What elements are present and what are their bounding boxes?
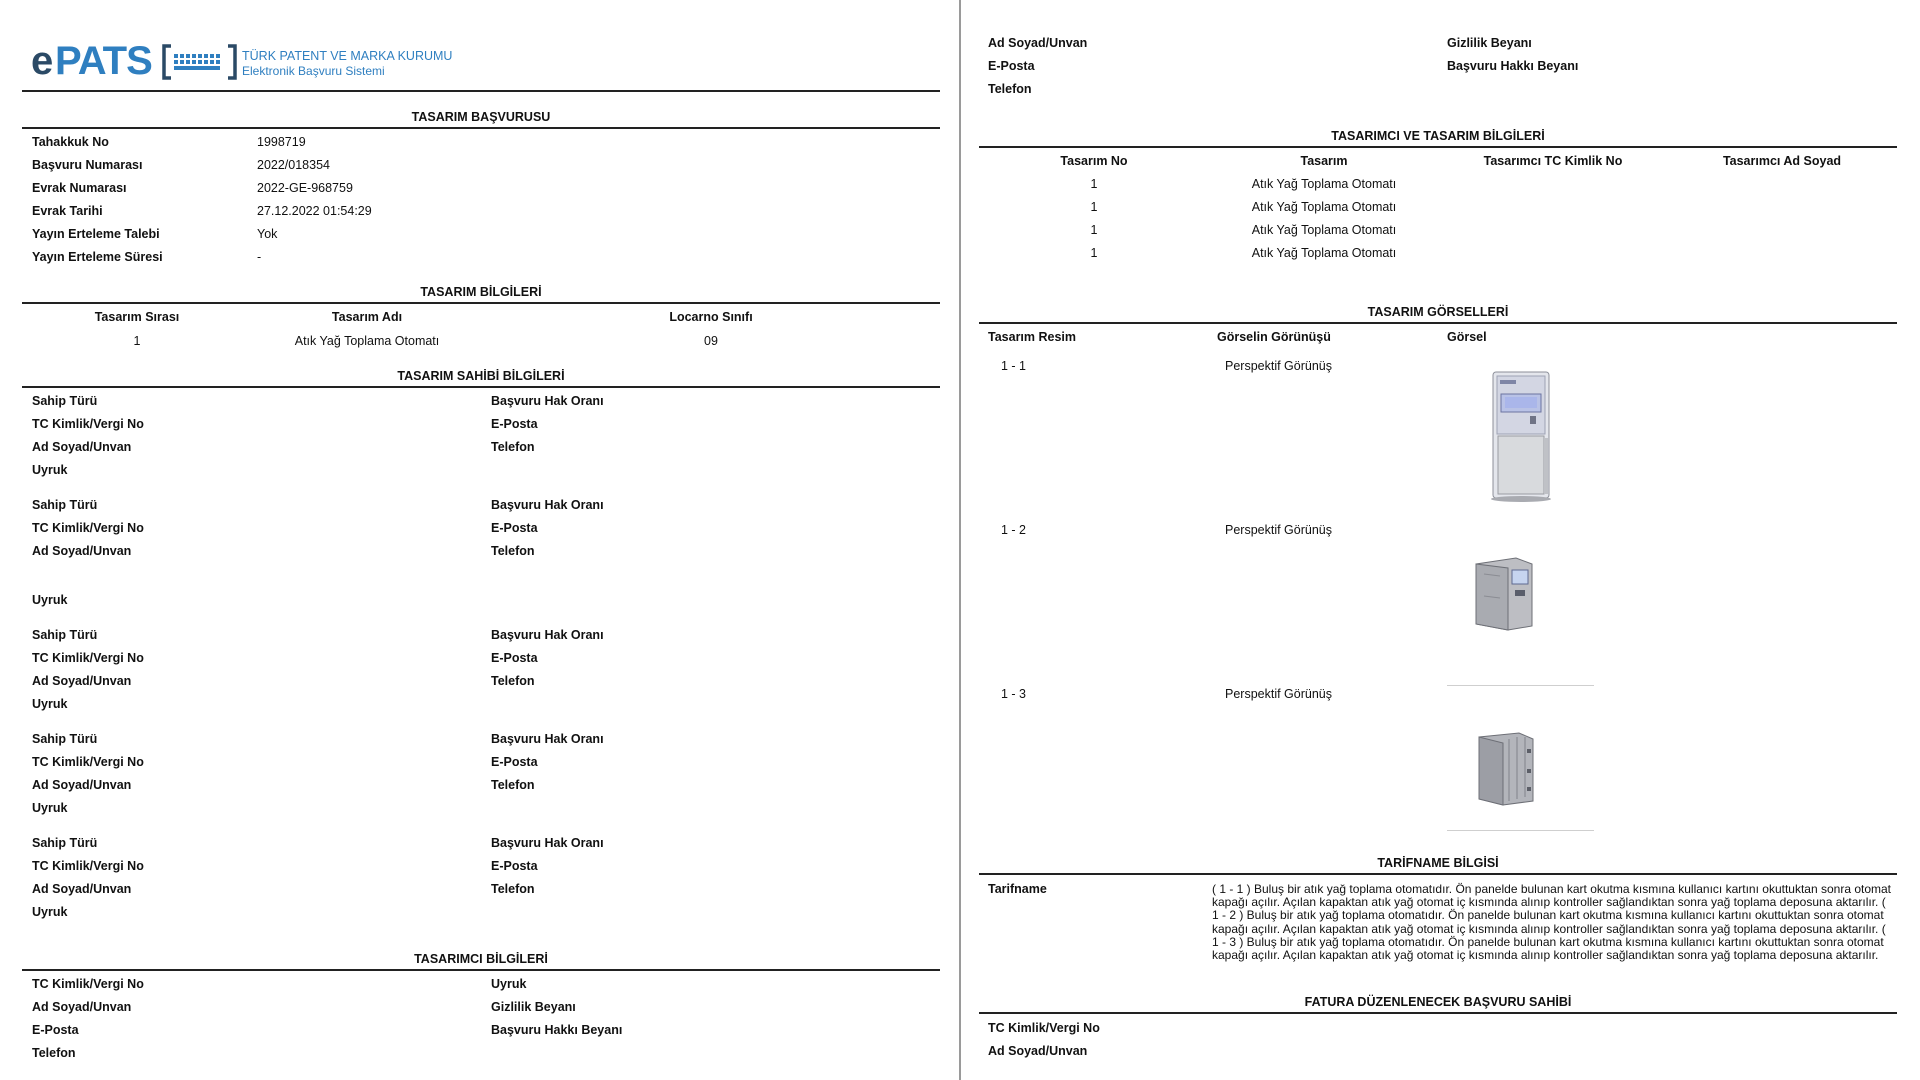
- owner1-telefon: Telefon: [491, 440, 535, 454]
- owner3-hak-orani: Başvuru Hak Oranı: [491, 628, 604, 642]
- header-tasarim: Tasarım: [1300, 154, 1348, 168]
- owner4-uyruk: Uyruk: [32, 801, 68, 815]
- table-row-3-tasarim: Atık Yağ Toplama Otomatı: [1251, 223, 1397, 237]
- owner5-hak-orani: Başvuru Hak Oranı: [491, 836, 604, 850]
- cell-tasarim-sirasi: 1: [133, 334, 141, 348]
- value-yayin-erteleme-talebi: Yok: [257, 227, 278, 241]
- table-row-2-tasarim: Atık Yağ Toplama Otomatı: [1251, 200, 1397, 214]
- designer2-e-posta: E-Posta: [988, 59, 1035, 73]
- header-gorselin-gorunusu: Görselin Görünüşü: [1217, 330, 1331, 344]
- right-document-page: [961, 0, 1920, 1080]
- header-locarno-sinifi: Locarno Sınıfı: [669, 310, 753, 324]
- system-name: Elektronik Başvuru Sistemi: [242, 64, 385, 78]
- designer-tc-kimlik: TC Kimlik/Vergi No: [32, 977, 144, 991]
- label-yayin-erteleme-talebi: Yayın Erteleme Talebi: [32, 227, 160, 241]
- svg-text:e: e: [31, 40, 53, 83]
- owner1-ad-soyad: Ad Soyad/Unvan: [32, 440, 132, 454]
- bilgileri-section-title: TASARIM BİLGİLERİ: [420, 285, 542, 299]
- sahibi-section-rule: [22, 386, 940, 388]
- header-tasarimci-tc: Tasarımcı TC Kimlik No: [1483, 154, 1623, 168]
- image-row-2-view: Perspektif Görünüş: [1225, 523, 1332, 537]
- sahibi-section-title: TASARIM SAHİBİ BİLGİLERİ: [397, 369, 565, 383]
- owner5-sahip-turu: Sahip Türü: [32, 836, 98, 850]
- owner4-sahip-turu: Sahip Türü: [32, 732, 98, 746]
- owner1-tc-kimlik: TC Kimlik/Vergi No: [32, 417, 144, 431]
- owner2-sahip-turu: Sahip Türü: [32, 498, 98, 512]
- label-tahakkuk-no: Tahakkuk No: [32, 135, 109, 149]
- owner5-ad-soyad: Ad Soyad/Unvan: [32, 882, 132, 896]
- vending-machine-side-image: [1473, 729, 1541, 807]
- owner4-hak-orani: Başvuru Hak Oranı: [491, 732, 604, 746]
- label-evrak-numarasi: Evrak Numarası: [32, 181, 127, 195]
- svg-text:PATS: PATS: [55, 40, 152, 83]
- designer-uyruk: Uyruk: [491, 977, 527, 991]
- table-row-1-tasarim: Atık Yağ Toplama Otomatı: [1251, 177, 1397, 191]
- designer-gizlilik-beyani: Gizlilik Beyanı: [491, 1000, 576, 1014]
- owner1-uyruk: Uyruk: [32, 463, 68, 477]
- value-evrak-tarihi: 27.12.2022 01:54:29: [257, 204, 372, 218]
- bilgileri-section-rule: [22, 302, 940, 304]
- image-row-2-no: 1 - 2: [1001, 523, 1027, 537]
- owner4-e-posta: E-Posta: [491, 755, 538, 769]
- basvuru-section-title: TASARIM BAŞVURUSU: [411, 110, 551, 124]
- org-name: TÜRK PATENT VE MARKA KURUMU: [242, 49, 453, 63]
- designer2-telefon: Telefon: [988, 82, 1032, 96]
- owner1-hak-orani: Başvuru Hak Oranı: [491, 394, 604, 408]
- tasarimci-tasarim-section-rule: [979, 146, 1897, 148]
- header-tasarim-no: Tasarım No: [1060, 154, 1128, 168]
- header-tasarim-resim: Tasarım Resim: [988, 330, 1077, 344]
- header-gorsel: Görsel: [1447, 330, 1487, 344]
- designer-e-posta: E-Posta: [32, 1023, 79, 1037]
- owner5-e-posta: E-Posta: [491, 859, 538, 873]
- header-tasarimci-ad: Tasarımcı Ad Soyad: [1722, 154, 1842, 168]
- label-evrak-tarihi: Evrak Tarihi: [32, 204, 103, 218]
- cell-tasarim-adi: Atık Yağ Toplama Otomatı: [294, 334, 440, 348]
- tarifname-text: ( 1 - 1 ) Buluş bir atık yağ toplama otomatıdır. Ön panelde bulunan kart okutma kısmına kullanıcı kartını okuttuktan sonra otomat kapağı açılır. Açılan kapaktan atık yağ otomat iç kısmında alınıp kontroller sağlandıktan sonra yağ toplama deposuna aktarılır. ( 1 - 2 ) Buluş bir atık yağ toplama otomatıdır. Ön panelde bulunan kart okutma kısmına kullanıcı kartını okuttuktan sonra otomat kapağı açılır. Açılan kapaktan atık yağ otomat iç kısmında alınıp kontroller sağlandıktan sonra yağ toplama deposuna aktarılır. ( 1 - 3 ) Buluş bir atık yağ toplama otomatıdır. Ön panelde bulunan kart okutma kısmına kullanıcı kartını okuttuktan sonra otomat kapağı açılır. Açılan kapaktan atık yağ otomat iç kısmında alınıp kontroller sağlandıktan sonra yağ toplama deposuna aktarılır.: [1212, 882, 1892, 963]
- label-yayin-erteleme-suresi: Yayın Erteleme Süresi: [32, 250, 163, 264]
- tarifname-label: Tarifname: [988, 882, 1047, 896]
- fatura-section-rule: [979, 1012, 1897, 1014]
- gorseller-section-rule: [979, 322, 1897, 324]
- cell-locarno-sinifi: 09: [704, 334, 718, 348]
- epats-logo-icon: [31, 40, 241, 84]
- table-row-2-no: 1: [1090, 200, 1098, 214]
- table-row-4-tasarim: Atık Yağ Toplama Otomatı: [1251, 246, 1397, 260]
- tarifname-section-title: TARİFNAME BİLGİSİ: [1377, 856, 1499, 870]
- value-yayin-erteleme-suresi: -: [257, 250, 262, 264]
- tasarimci-section-title: TASARIMCI BİLGİLERİ: [414, 952, 548, 966]
- owner1-sahip-turu: Sahip Türü: [32, 394, 98, 408]
- header-tasarim-adi: Tasarım Adı: [331, 310, 403, 324]
- value-tahakkuk-no: 1998719: [257, 135, 306, 149]
- designer-telefon: Telefon: [32, 1046, 76, 1060]
- table-row-4-no: 1: [1090, 246, 1098, 260]
- label-basvuru-numarasi: Başvuru Numarası: [32, 158, 143, 172]
- owner5-uyruk: Uyruk: [32, 905, 68, 919]
- tasarimci-section-rule: [22, 969, 940, 971]
- fatura-section-title: FATURA DÜZENLENECEK BAŞVURU SAHİBİ: [1304, 995, 1572, 1009]
- owner3-ad-soyad: Ad Soyad/Unvan: [32, 674, 132, 688]
- table-row-3-no: 1: [1090, 223, 1098, 237]
- image-row-3-no: 1 - 3: [1001, 687, 1027, 701]
- owner3-telefon: Telefon: [491, 674, 535, 688]
- tasarimci-tasarim-section-title: TASARIMCI VE TASARIM BİLGİLERİ: [1331, 129, 1545, 143]
- image-row-1-no: 1 - 1: [1001, 359, 1027, 373]
- image-row-2-separator: [1447, 685, 1594, 686]
- designer2-ad-soyad: Ad Soyad/Unvan: [988, 36, 1088, 50]
- designer-ad-soyad: Ad Soyad/Unvan: [32, 1000, 132, 1014]
- owner3-e-posta: E-Posta: [491, 651, 538, 665]
- owner2-ad-soyad: Ad Soyad/Unvan: [32, 544, 132, 558]
- owner2-e-posta: E-Posta: [491, 521, 538, 535]
- header-divider: [22, 90, 940, 92]
- image-row-1-view: Perspektif Görünüş: [1225, 359, 1332, 373]
- header-tasarim-sirasi: Tasarım Sırası: [94, 310, 180, 324]
- owner3-sahip-turu: Sahip Türü: [32, 628, 98, 642]
- owner4-tc-kimlik: TC Kimlik/Vergi No: [32, 755, 144, 769]
- owner5-tc-kimlik: TC Kimlik/Vergi No: [32, 859, 144, 873]
- owner2-tc-kimlik: TC Kimlik/Vergi No: [32, 521, 144, 535]
- value-basvuru-numarasi: 2022/018354: [257, 158, 330, 172]
- owner3-uyruk: Uyruk: [32, 697, 68, 711]
- table-row-1-no: 1: [1090, 177, 1098, 191]
- vending-machine-angle-image: [1472, 556, 1540, 632]
- image-row-3-separator: [1447, 830, 1594, 831]
- fatura-tc-kimlik: TC Kimlik/Vergi No: [988, 1021, 1100, 1035]
- gorseller-section-title: TASARIM GÖRSELLERİ: [1367, 305, 1509, 319]
- tarifname-section-rule: [979, 873, 1897, 875]
- image-row-3-view: Perspektif Görünüş: [1225, 687, 1332, 701]
- epats-logo: [31, 40, 453, 84]
- owner5-telefon: Telefon: [491, 882, 535, 896]
- vending-machine-front-image: [1486, 370, 1556, 504]
- designer-basvuru-hakki-beyani: Başvuru Hakkı Beyanı: [491, 1023, 623, 1037]
- owner2-telefon: Telefon: [491, 544, 535, 558]
- owner4-telefon: Telefon: [491, 778, 535, 792]
- owner4-ad-soyad: Ad Soyad/Unvan: [32, 778, 132, 792]
- designer2-gizlilik-beyani: Gizlilik Beyanı: [1447, 36, 1532, 50]
- owner3-tc-kimlik: TC Kimlik/Vergi No: [32, 651, 144, 665]
- designer2-basvuru-hakki-beyani: Başvuru Hakkı Beyanı: [1447, 59, 1579, 73]
- owner1-e-posta: E-Posta: [491, 417, 538, 431]
- value-evrak-numarasi: 2022-GE-968759: [257, 181, 353, 195]
- owner2-uyruk: Uyruk: [32, 593, 68, 607]
- owner2-hak-orani: Başvuru Hak Oranı: [491, 498, 604, 512]
- basvuru-section-rule: [22, 127, 940, 129]
- fatura-ad-soyad: Ad Soyad/Unvan: [988, 1044, 1088, 1058]
